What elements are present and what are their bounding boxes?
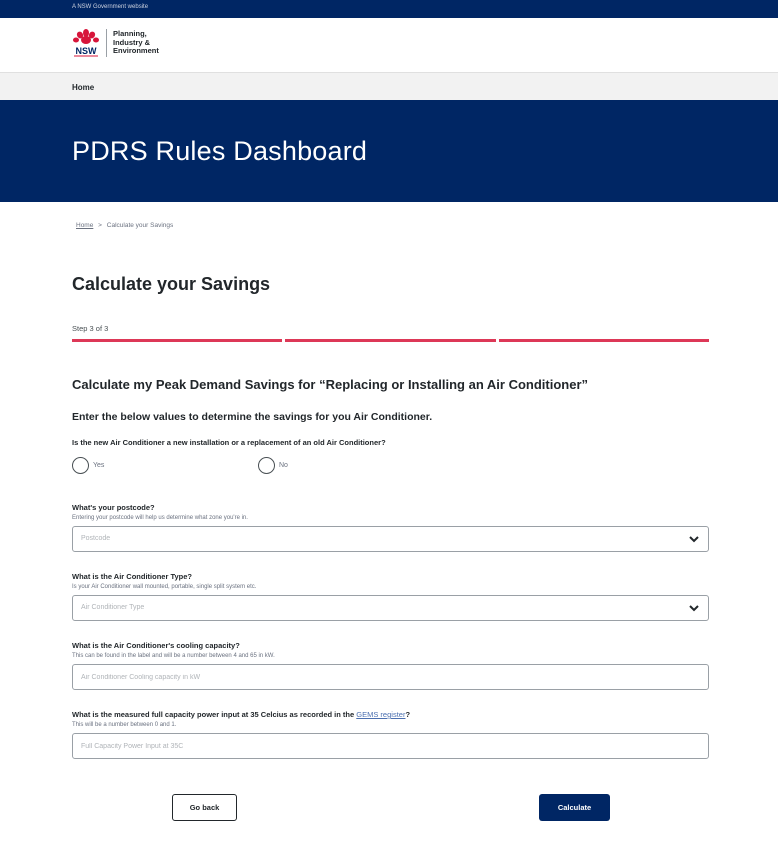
government-banner [0, 0, 778, 18]
calculator-title: Calculate my Peak Demand Savings for “Replacing or Installing an Air Conditioner” [72, 377, 589, 392]
capacity-question: What is the Air Conditioner's cooling capacity? [72, 641, 240, 650]
capacity-input[interactable] [81, 665, 681, 689]
form-intro: Enter the below values to determine the savings for you Air Conditioner. [72, 411, 433, 423]
type-hint: Is your Air Conditioner wall mounted, portable, single split system etc. [72, 584, 257, 590]
ac-type-select-value[interactable]: Air Conditioner Type [81, 604, 145, 611]
power-question [72, 710, 410, 719]
progress-bar [72, 339, 709, 342]
type-question: What is the Air Conditioner Type? [72, 572, 192, 581]
chevron-down-icon [688, 534, 700, 544]
capacity-hint: This can be found in the label and will be a number between 4 and 65 in kW. [72, 653, 275, 659]
install-question: Is the new Air Conditioner a new installation or a replacement of an old Air Conditioner? [72, 438, 386, 447]
logo-text: NSW [75, 46, 97, 56]
hero-banner [0, 100, 778, 202]
breadcrumb-current: Calculate your Savings [106, 222, 174, 229]
postcode-hint: Entering your postcode will help us determine what zone you're in. [72, 515, 248, 521]
department-name [113, 30, 159, 56]
radio-yes[interactable] [72, 457, 104, 474]
capacity-input-wrap [72, 664, 709, 690]
progress-segment-1 [72, 339, 282, 342]
nav-home-link[interactable]: Home [72, 83, 95, 92]
logo[interactable] [72, 28, 159, 58]
header [0, 18, 778, 72]
radio-yes-circle[interactable] [72, 457, 89, 474]
postcode-select[interactable] [72, 526, 709, 552]
breadcrumb-home-link[interactable]: Home [76, 222, 94, 229]
department-line: Planning, [113, 29, 147, 39]
logo-divider [106, 29, 107, 57]
postcode-question: What's your postcode? [72, 503, 155, 512]
power-question-end: ? [405, 710, 411, 719]
step-indicator: Step 3 of 3 [72, 324, 109, 333]
power-question-text: What is the measured full capacity power input at 35 Celcius as recorded in the [72, 710, 355, 719]
government-banner-text: A NSW Government website [72, 4, 149, 10]
department-line: Environment [113, 46, 159, 56]
progress-segment-3 [499, 339, 709, 342]
nav-bar [0, 72, 778, 100]
power-hint: This will be a number between 0 and 1. [72, 722, 177, 728]
breadcrumb-separator: > [98, 222, 102, 229]
postcode-select-value[interactable]: Postcode [81, 535, 111, 542]
calculate-button[interactable]: Calculate [539, 794, 610, 821]
radio-no-circle[interactable] [258, 457, 275, 474]
radio-no-label: No [279, 462, 288, 469]
department-line: Industry & [113, 37, 151, 47]
radio-no[interactable] [258, 457, 288, 474]
chevron-down-icon [688, 603, 700, 613]
gems-register-link[interactable]: GEMS register [356, 710, 406, 719]
page-title: Calculate your Savings [72, 274, 271, 294]
ac-type-select[interactable] [72, 595, 709, 621]
progress-segment-2 [285, 339, 495, 342]
radio-yes-label: Yes [93, 462, 105, 469]
power-input[interactable] [81, 734, 681, 758]
go-back-button[interactable]: Go back [172, 794, 237, 821]
hero-title: PDRS Rules Dashboard [72, 136, 368, 166]
waratah-icon [72, 28, 100, 58]
power-input-wrap [72, 733, 709, 759]
breadcrumb [76, 222, 173, 229]
